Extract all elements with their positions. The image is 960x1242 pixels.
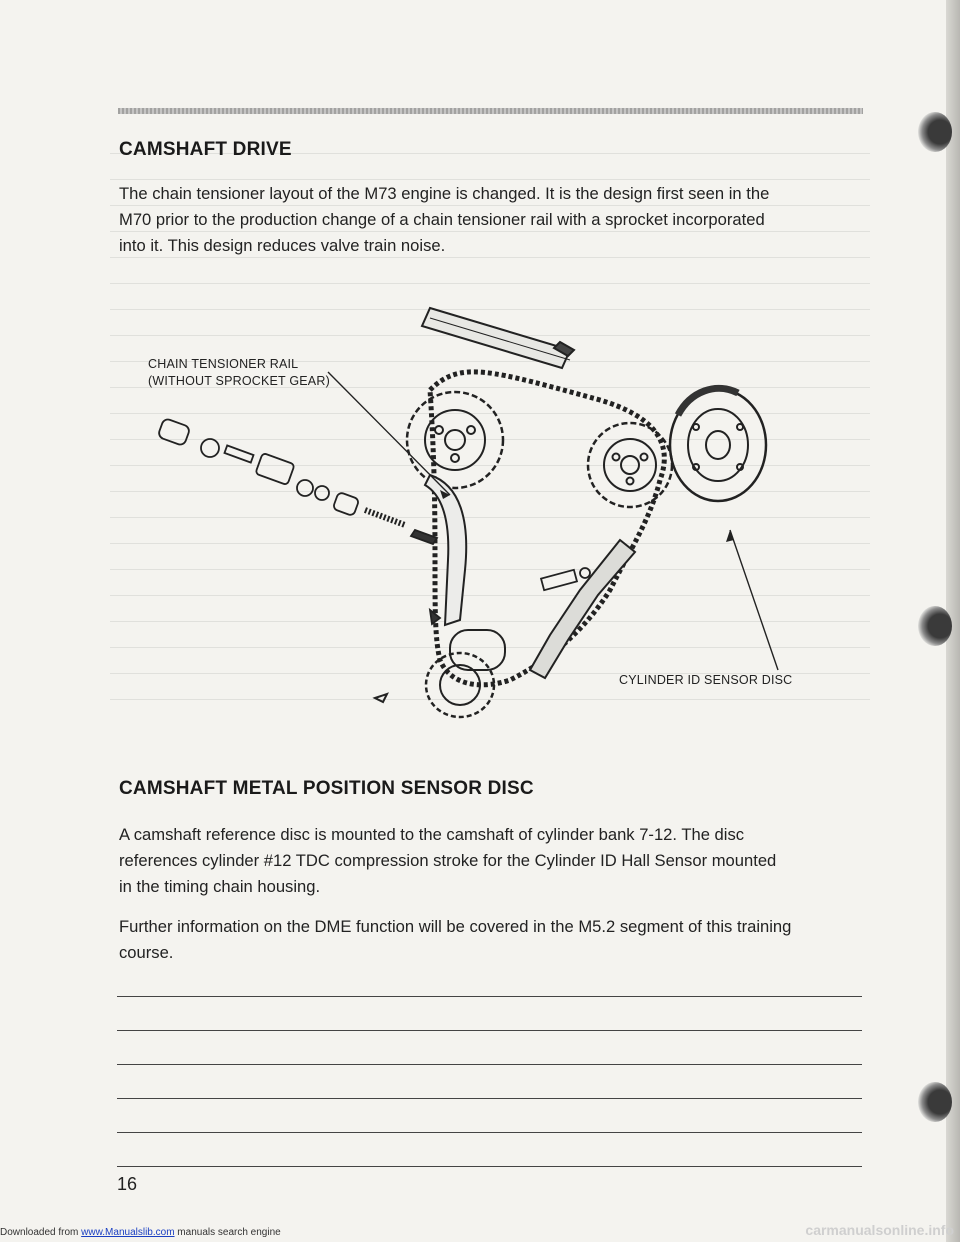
watermark: carmanualsonline.info <box>805 1222 954 1238</box>
note-line <box>117 1098 862 1099</box>
section-heading-sensor-disc: CAMSHAFT METAL POSITION SENSOR DISC <box>119 778 534 799</box>
footer-prefix: Downloaded from <box>0 1227 82 1238</box>
paragraph-line: M70 prior to the production change of a chain tensioner rail with a sprocket incorporated <box>119 210 765 229</box>
binder-hole-2 <box>918 606 952 646</box>
paragraph-line: The chain tensioner layout of the M73 engine is changed. It is the design first seen in the <box>119 184 770 203</box>
note-line <box>117 1030 862 1031</box>
note-line <box>117 1132 862 1133</box>
crank-sprocket <box>426 630 505 717</box>
cylinder-id-sensor-disc <box>670 388 766 501</box>
paragraph-line: references cylinder #12 TDC compression stroke for the Cylinder ID Hall Sensor mounted <box>119 851 777 870</box>
camshaft-drive-diagram <box>130 290 870 720</box>
label-line: (WITHOUT SPROCKET GEAR) <box>148 374 330 388</box>
binder-hole-3 <box>918 1082 952 1122</box>
section-heading-camshaft-drive: CAMSHAFT DRIVE <box>119 139 292 160</box>
paragraph-line: in the timing chain housing. <box>119 877 321 896</box>
manualslib-link[interactable]: www.Manualslib.com <box>81 1227 175 1238</box>
upper-chain-guide <box>422 308 574 368</box>
top-rule <box>118 108 863 114</box>
label-cylinder-id-sensor-disc: CYLINDER ID SENSOR DISC <box>619 673 793 687</box>
paragraph-line: course. <box>119 943 174 962</box>
note-line <box>117 1064 862 1065</box>
paragraph-line: into it. This design reduces valve train noise. <box>119 236 446 255</box>
lower-chain-guide <box>530 540 635 678</box>
note-line <box>117 1166 862 1167</box>
note-line <box>117 996 862 997</box>
label-chain-tensioner-rail <box>148 356 330 390</box>
left-cam-sprocket <box>407 392 503 488</box>
download-footer <box>0 1227 281 1238</box>
tensioner-exploded-parts <box>157 418 437 544</box>
right-cam-sprocket <box>588 423 672 507</box>
paragraph-line: Further information on the DME function will be covered in the M5.2 segment of this training <box>119 917 792 936</box>
label-line: CHAIN TENSIONER RAIL <box>148 357 299 371</box>
page-number: 16 <box>117 1174 138 1194</box>
paragraph-line: A camshaft reference disc is mounted to the camshaft of cylinder bank 7-12. The disc <box>119 825 745 844</box>
binder-hole-1 <box>918 112 952 152</box>
leader-line-disc <box>730 530 778 670</box>
footer-suffix: manuals search engine <box>174 1227 281 1238</box>
